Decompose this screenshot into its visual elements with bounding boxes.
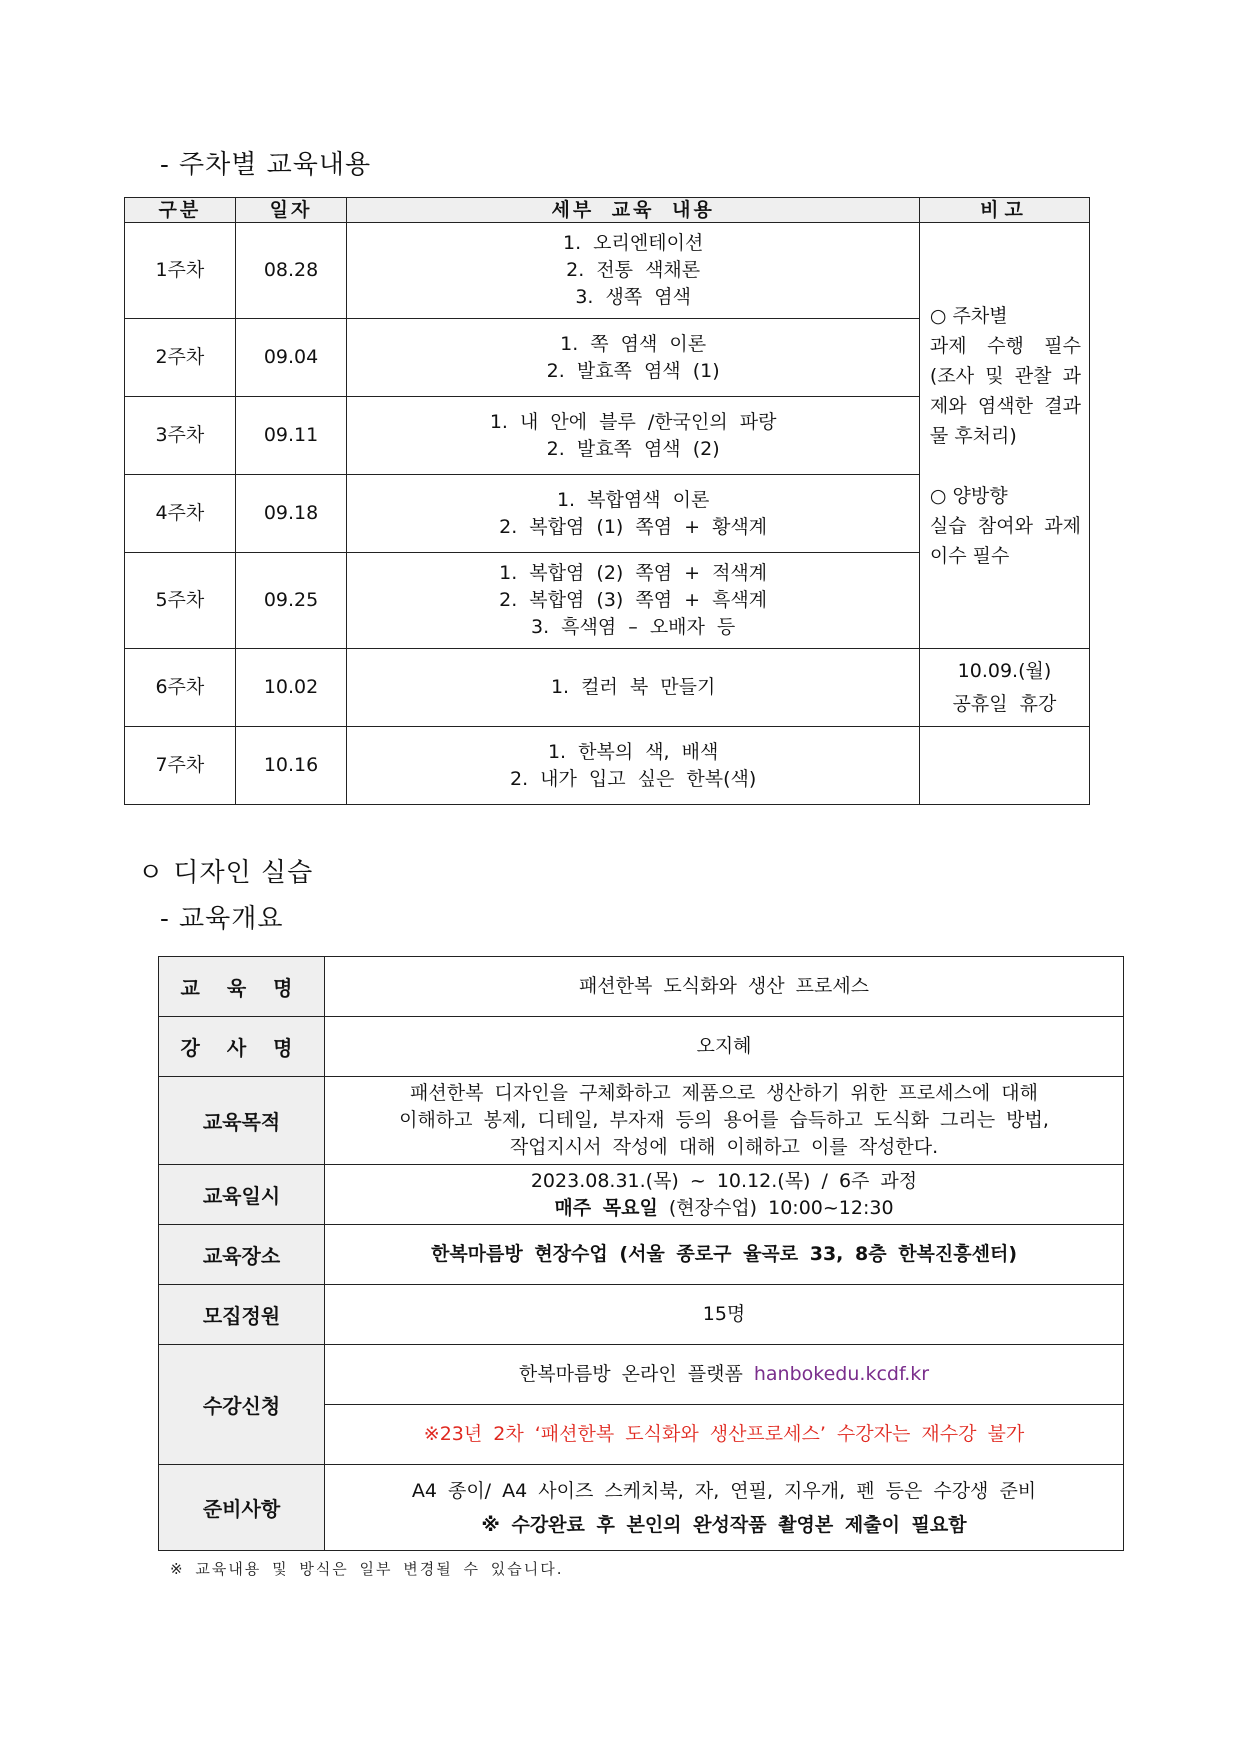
overview-row bbox=[159, 1077, 1124, 1165]
note-line: 실습 참여와 과제 bbox=[929, 514, 1081, 537]
field-label: 강 사 명 bbox=[159, 1017, 325, 1077]
content-line: 1. 오리엔테이션 bbox=[563, 232, 704, 254]
content-line: 1. 복합염 (2) 쪽염 + 적색계 bbox=[499, 562, 768, 584]
content-cell bbox=[347, 649, 920, 727]
field-label: 교 육 명 bbox=[159, 957, 325, 1017]
prep-notice: ※ 수강완료 후 본인의 완성작품 촬영본 제출이 필요함 bbox=[481, 1513, 967, 1536]
note-line: 과제 수행 필수 bbox=[929, 334, 1081, 357]
field-label: 모집정원 bbox=[159, 1285, 325, 1345]
overview-row bbox=[159, 1345, 1124, 1405]
weekly-section-heading: - 주차별 교육내용 bbox=[160, 150, 372, 180]
course-overview-table bbox=[158, 956, 1124, 1551]
field-label: 준비사항 bbox=[159, 1465, 325, 1551]
footnote: ※ 교육내용 및 방식은 일부 변경될 수 있습니다. bbox=[170, 1560, 564, 1578]
overview-row bbox=[159, 1285, 1124, 1345]
schedule-day: 매주 목요일 bbox=[554, 1196, 658, 1219]
note-line: 이수 필수 bbox=[929, 544, 1010, 567]
goal-value bbox=[325, 1077, 1124, 1165]
field-label: 교육장소 bbox=[159, 1225, 325, 1285]
week-cell: 7주차 bbox=[125, 727, 236, 805]
content-line: 2. 내가 입고 싶은 한복(색) bbox=[509, 767, 757, 790]
content-cell bbox=[347, 397, 920, 475]
content-line: 3. 흑색염 – 오배자 등 bbox=[531, 616, 736, 638]
schedule-value bbox=[325, 1165, 1124, 1225]
schedule-line: 2023.08.31.(목) ~ 10.12.(목) / 6주 과정 bbox=[530, 1169, 918, 1192]
goal-line: 패션한복 디자인을 구체화하고 제품으로 생산하기 위한 프로세스에 대해 bbox=[410, 1082, 1038, 1104]
table-row bbox=[125, 727, 1090, 805]
week-cell: 5주차 bbox=[125, 553, 236, 649]
content-line: 2. 복합염 (1) 쪽염 + 황색계 bbox=[499, 515, 768, 538]
column-header-week: 구분 bbox=[125, 198, 236, 223]
column-header-note: 비고 bbox=[919, 198, 1089, 223]
note-line: (조사 및 관찰 과 bbox=[929, 364, 1081, 387]
content-line: 1. 컬러 북 만들기 bbox=[550, 676, 716, 698]
weekly-schedule-table bbox=[124, 197, 1090, 805]
content-line: 2. 발효쪽 염색 (2) bbox=[546, 437, 720, 460]
content-line: 2. 전통 색채론 bbox=[566, 259, 701, 281]
apply-value bbox=[325, 1345, 1124, 1405]
table-row bbox=[125, 649, 1090, 727]
note-line: 공휴일 휴강 bbox=[952, 692, 1057, 715]
overview-row bbox=[159, 1465, 1124, 1551]
table-row bbox=[125, 223, 1090, 319]
capacity-value: 15명 bbox=[325, 1285, 1124, 1345]
overview-row bbox=[159, 1225, 1124, 1285]
overview-row bbox=[159, 957, 1124, 1017]
schedule-line bbox=[325, 1195, 1123, 1222]
week-cell: 3주차 bbox=[125, 397, 236, 475]
note-line: 10.09.(월) bbox=[957, 659, 1052, 682]
week-cell: 6주차 bbox=[125, 649, 236, 727]
column-header-date: 일자 bbox=[235, 198, 347, 223]
note-cell bbox=[919, 649, 1089, 727]
content-line: 1. 내 안에 블루 /한국인의 파랑 bbox=[489, 410, 777, 433]
place-value: 한복마름방 현장수업 (서울 종로구 율곡로 33, 8층 한복진흥센터) bbox=[325, 1225, 1124, 1285]
week-cell: 4주차 bbox=[125, 475, 236, 553]
note-line: ○ 양방향 bbox=[929, 484, 1008, 507]
field-label: 수강신청 bbox=[159, 1345, 325, 1465]
content-line: 1. 복합염색 이론 bbox=[556, 488, 710, 511]
design-section-heading: ㅇ 디자인 실습 bbox=[138, 858, 314, 888]
content-line: 2. 발효쪽 염색 (1) bbox=[546, 359, 720, 382]
note-line: 제와 염색한 결과 bbox=[929, 394, 1081, 417]
field-label: 교육일시 bbox=[159, 1165, 325, 1225]
note-merged-cell bbox=[919, 223, 1089, 649]
prep-value bbox=[325, 1465, 1124, 1551]
course-name-value: 패션한복 도식화와 생산 프로세스 bbox=[325, 957, 1124, 1017]
content-cell bbox=[347, 223, 920, 319]
date-cell: 09.04 bbox=[235, 319, 347, 397]
date-cell: 10.16 bbox=[235, 727, 347, 805]
apply-warning: ※23년 2차 ‘패션한복 도식화와 생산프로세스’ 수강자는 재수강 불가 bbox=[325, 1405, 1124, 1465]
content-line: 1. 쪽 염색 이론 bbox=[560, 332, 707, 355]
note-line: 물 후처리) bbox=[929, 424, 1017, 447]
prep-line: A4 종이/ A4 사이즈 스케치북, 자, 연필, 지우개, 펜 등은 수강생 준비 bbox=[411, 1479, 1037, 1502]
content-line: 3. 생쪽 염색 bbox=[575, 286, 691, 308]
column-header-content: 세부 교육 내용 bbox=[347, 198, 920, 223]
content-line: 2. 복합염 (3) 쪽염 + 흑색계 bbox=[499, 589, 768, 611]
week-cell: 2주차 bbox=[125, 319, 236, 397]
apply-link[interactable]: hanbokedu.kcdf.kr bbox=[753, 1363, 930, 1385]
table-header-row bbox=[125, 198, 1090, 223]
overview-row bbox=[159, 1165, 1124, 1225]
content-cell bbox=[347, 727, 920, 805]
content-cell bbox=[347, 319, 920, 397]
note-cell bbox=[919, 727, 1089, 805]
date-cell: 09.18 bbox=[235, 475, 347, 553]
date-cell: 08.28 bbox=[235, 223, 347, 319]
content-line: 1. 한복의 색, 배색 bbox=[547, 740, 719, 763]
overview-section-heading: - 교육개요 bbox=[160, 904, 284, 934]
date-cell: 09.11 bbox=[235, 397, 347, 475]
date-cell: 10.02 bbox=[235, 649, 347, 727]
field-label: 교육목적 bbox=[159, 1077, 325, 1165]
instructor-value: 오지혜 bbox=[325, 1017, 1124, 1077]
date-cell: 09.25 bbox=[235, 553, 347, 649]
content-cell bbox=[347, 553, 920, 649]
goal-line: 작업지시서 작성에 대해 이해하고 이를 작성한다. bbox=[509, 1136, 939, 1158]
note-line: ○ 주차별 bbox=[929, 304, 1008, 327]
schedule-time: (현장수업) 10:00~12:30 bbox=[657, 1196, 894, 1219]
week-cell: 1주차 bbox=[125, 223, 236, 319]
goal-line: 이해하고 봉제, 디테일, 부자재 등의 용어를 습득하고 도식화 그리는 방법, bbox=[399, 1109, 1049, 1131]
content-cell bbox=[347, 475, 920, 553]
overview-row bbox=[159, 1017, 1124, 1077]
apply-text: 한복마름방 온라인 플랫폼 bbox=[518, 1363, 754, 1385]
